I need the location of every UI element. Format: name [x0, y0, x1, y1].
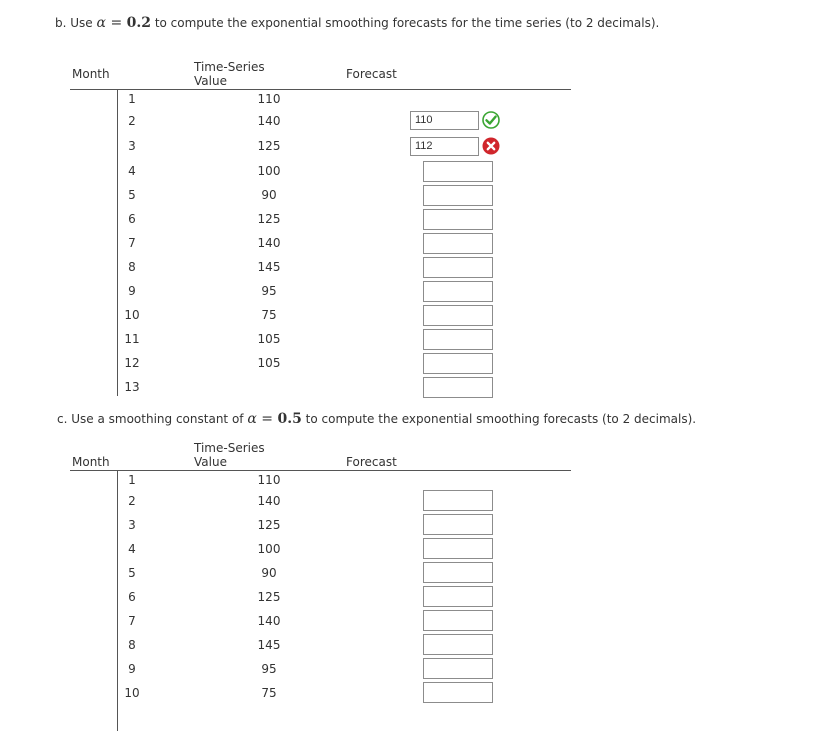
part-b-text-after: to compute the exponential smoothing forecasts for the time series (to 2 decimals).	[154, 16, 660, 30]
forecast-input[interactable]: 112	[410, 137, 479, 156]
time-series-value-cell: 110	[257, 473, 281, 487]
month-cell: 8	[128, 260, 136, 274]
month-cell: 5	[128, 188, 136, 202]
alpha-value: 0.2	[126, 15, 151, 31]
time-series-value-cell: 140	[257, 236, 281, 250]
forecast-input[interactable]	[423, 514, 493, 535]
forecast-input[interactable]	[423, 610, 493, 631]
month-cell: 6	[128, 212, 136, 226]
time-series-value-cell: 105	[257, 332, 281, 346]
forecast-input[interactable]	[423, 634, 493, 655]
part-b-question	[55, 15, 659, 31]
part-c-question	[57, 411, 696, 427]
time-series-value-cell: 95	[261, 662, 277, 676]
month-cell: 12	[124, 356, 140, 370]
month-cell: 10	[124, 686, 140, 700]
forecast-input[interactable]: 110	[410, 111, 479, 130]
part-c-month-header: Month	[72, 455, 110, 469]
month-cell: 10	[124, 308, 140, 322]
time-series-value-cell: 110	[257, 92, 281, 106]
part-c-label: c.	[57, 412, 68, 426]
correct-check-icon	[482, 111, 500, 129]
part-b-header-rule	[70, 89, 571, 90]
time-series-value-cell: 145	[257, 260, 281, 274]
forecast-input[interactable]	[423, 233, 493, 254]
part-b-ts-header	[194, 60, 265, 88]
part-c-header-rule	[70, 470, 571, 471]
month-cell: 7	[128, 236, 136, 250]
time-series-value-cell: 125	[257, 518, 281, 532]
part-b-text-before: Use	[70, 16, 93, 30]
month-cell: 13	[124, 380, 140, 394]
part-b-month-header: Month	[72, 67, 110, 81]
part-c-column-divider	[117, 471, 118, 731]
time-series-value-cell: 75	[261, 686, 277, 700]
forecast-input[interactable]	[423, 185, 493, 206]
time-series-value-cell: 140	[257, 614, 281, 628]
month-cell: 4	[128, 164, 136, 178]
time-series-value-cell: 95	[261, 284, 277, 298]
month-cell: 9	[128, 662, 136, 676]
time-series-value-cell: 125	[257, 590, 281, 604]
month-cell: 5	[128, 566, 136, 580]
forecast-input[interactable]	[423, 161, 493, 182]
month-cell: 4	[128, 542, 136, 556]
part-c-ts-header	[194, 441, 265, 469]
forecast-input[interactable]	[423, 562, 493, 583]
time-series-value-cell: 75	[261, 308, 277, 322]
month-cell: 7	[128, 614, 136, 628]
part-b-alpha-expression	[97, 15, 151, 31]
forecast-input[interactable]	[423, 377, 493, 398]
time-series-value-cell: 90	[261, 188, 277, 202]
forecast-input[interactable]	[423, 658, 493, 679]
equals-sign: =	[261, 411, 273, 427]
time-series-value-cell: 140	[257, 114, 281, 128]
part-c-text-after: to compute the exponential smoothing forecasts (to 2 decimals).	[305, 412, 697, 426]
forecast-input[interactable]	[423, 538, 493, 559]
forecast-input[interactable]	[423, 353, 493, 374]
month-cell: 11	[124, 332, 140, 346]
equals-sign: =	[110, 15, 123, 31]
ts-header-line1: Time-Series	[194, 60, 265, 74]
month-cell: 3	[128, 518, 136, 532]
part-b-label: b.	[55, 16, 67, 30]
month-cell: 1	[128, 473, 136, 487]
alpha-value: 0.5	[277, 411, 302, 427]
incorrect-x-icon	[482, 137, 500, 155]
forecast-input[interactable]	[423, 329, 493, 350]
forecast-input[interactable]	[423, 281, 493, 302]
month-cell: 2	[128, 494, 136, 508]
time-series-value-cell: 100	[257, 542, 281, 556]
time-series-value-cell: 140	[257, 494, 281, 508]
month-cell: 9	[128, 284, 136, 298]
time-series-value-cell: 125	[257, 139, 281, 153]
forecast-input[interactable]	[423, 209, 493, 230]
part-c-alpha-expression	[247, 411, 301, 427]
time-series-value-cell: 145	[257, 638, 281, 652]
ts-header-line1: Time-Series	[194, 441, 265, 455]
ts-header-line2: Value	[194, 74, 227, 88]
time-series-value-cell: 100	[257, 164, 281, 178]
alpha-symbol: α	[247, 411, 257, 427]
month-cell: 8	[128, 638, 136, 652]
forecast-input[interactable]	[423, 490, 493, 511]
part-c-forecast-header: Forecast	[346, 455, 397, 469]
part-c-text-before: Use a smoothing constant of	[71, 412, 244, 426]
time-series-value-cell: 105	[257, 356, 281, 370]
forecast-input[interactable]	[423, 682, 493, 703]
month-cell: 6	[128, 590, 136, 604]
time-series-value-cell: 90	[261, 566, 277, 580]
month-cell: 3	[128, 139, 136, 153]
alpha-symbol: α	[96, 15, 106, 31]
month-cell: 1	[128, 92, 136, 106]
time-series-value-cell: 125	[257, 212, 281, 226]
forecast-input[interactable]	[423, 257, 493, 278]
month-cell: 2	[128, 114, 136, 128]
ts-header-line2: Value	[194, 455, 227, 469]
part-b-forecast-header: Forecast	[346, 67, 397, 81]
forecast-input[interactable]	[423, 586, 493, 607]
forecast-input[interactable]	[423, 305, 493, 326]
part-b-column-divider	[117, 90, 118, 396]
